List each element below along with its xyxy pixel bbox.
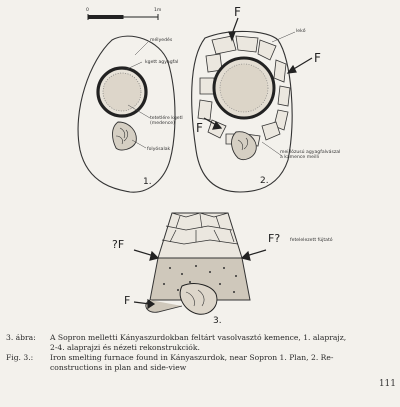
caption-hu-text1: A Sopron melletti Kányaszurdokban feltárt vasolvasztó kemence, 1. alaprajz, [50, 333, 347, 342]
caption-hu-prefix: 3. ábra: [6, 333, 36, 342]
panel2-marker-left: F [196, 121, 203, 135]
caption-en-text2: constructions in plan and side-view [50, 363, 187, 372]
panel1-label-clay-wall: kgett agyagfal [145, 60, 179, 65]
panel2-label-wall: meillózusú agyagfalvászal a kamence meilli [280, 150, 341, 160]
panel2-plan [192, 18, 312, 192]
caption-en-line2 [6, 363, 186, 373]
scale-end: 1m [154, 8, 162, 13]
caption-en-text1: Iron smelting furnace found in Kányaszurdok, near Sopron 1. Plan, 2. Re- [50, 353, 334, 362]
caption-en-prefix: Fig. 3.: [6, 353, 34, 362]
panel2-number: 2. [260, 176, 269, 186]
scale-zero: 0 [86, 8, 89, 13]
panel1-label-slag: folyósalak [147, 147, 171, 152]
panel3-marker-bottom: F [124, 294, 131, 307]
panel2-label-stone: lekő [296, 29, 306, 34]
panel2-marker-top: F [234, 5, 241, 19]
panel3-side-view [134, 213, 266, 314]
panel3-label-bellows: fetelelezett fújtató [290, 238, 333, 243]
panel3-marker-left: ?F [112, 238, 125, 251]
caption-hu-line2 [6, 343, 200, 353]
page-number: 111 [378, 379, 396, 389]
caption-hu-text2: 2-4. alaprajzi és nézeti rekonstrukciók. [50, 343, 200, 352]
scale-bar [88, 14, 158, 20]
panel1-label-furnace-base: tetetlére kgetl (medence) [150, 116, 183, 126]
panel3-number: 3. [213, 316, 222, 326]
panel3-marker-right: F? [268, 232, 281, 245]
panel1-label-pit: mélyedés [150, 38, 173, 43]
caption-en-line1 [6, 353, 333, 363]
caption-hu-line1 [6, 333, 346, 343]
panel1-number: 1. [143, 177, 152, 187]
panel2-marker-right: F [314, 51, 321, 65]
